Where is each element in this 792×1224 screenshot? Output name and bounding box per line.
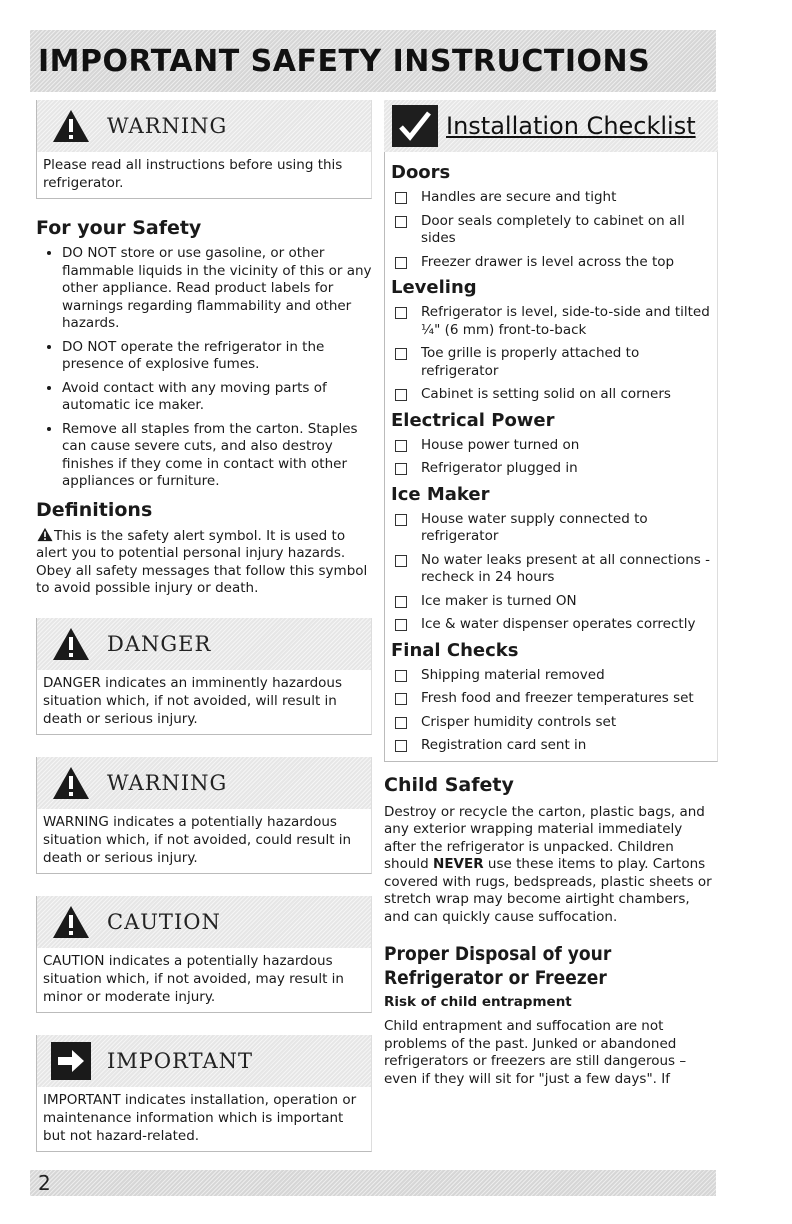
checkbox-icon	[395, 192, 407, 204]
checkbox-icon	[395, 740, 407, 752]
warning-read-header	[37, 100, 371, 152]
warning-read-box	[36, 100, 372, 199]
list-item: Refrigerator plugged in	[395, 460, 711, 478]
checkbox-icon	[395, 555, 407, 567]
warning-box	[36, 757, 372, 874]
danger-header	[37, 618, 371, 670]
arrow-right-icon	[51, 1042, 91, 1080]
page-number: 2	[38, 1171, 51, 1195]
checklist-header	[384, 100, 718, 152]
list-item: Ice & water dispenser operates correctly	[395, 616, 711, 634]
list-item: • DO NOT operate the refrigerator in the presence of explosive fumes.	[62, 339, 372, 374]
list-item: Toe grille is properly attached to refrigerator	[395, 345, 711, 380]
page-title: IMPORTANT SAFETY INSTRUCTIONS	[38, 43, 651, 79]
definitions-paragraph	[36, 527, 372, 598]
important-text: IMPORTANT indicates installation, operation or maintenance information which is important but not hazard-related.	[37, 1087, 371, 1151]
list-item: House power turned on	[395, 437, 711, 455]
caution-text: CAUTION indicates a potentially hazardous situation which, if not avoided, may result in minor or moderate injury.	[37, 948, 371, 1012]
checkbox-icon	[395, 670, 407, 682]
final-checks-heading: Final Checks	[391, 639, 519, 661]
alert-triangle-icon	[51, 765, 91, 801]
important-label: IMPORTANT	[107, 1048, 253, 1073]
list-item: Door seals completely to cabinet on all sides	[395, 213, 711, 248]
checkbox-icon	[395, 307, 407, 319]
disposal-heading: Proper Disposal of your Refrigerator or Freezer	[384, 943, 612, 989]
checkbox-icon	[395, 514, 407, 526]
checkbox-icon	[395, 389, 407, 401]
definitions-text: This is the safety alert symbol. It is used to alert you to potential personal injury hazards. Obey all safety messages that follow this symbol to avoid possible injury or death.	[36, 527, 368, 596]
checkbox-icon	[395, 463, 407, 475]
page-title-banner	[30, 30, 716, 92]
disposal-subheading: Risk of child entrapment	[384, 994, 572, 1010]
for-safety-heading: For your Safety	[36, 217, 202, 239]
left-column	[36, 100, 372, 1152]
checkbox-icon	[395, 440, 407, 452]
list-item: • Avoid contact with any moving parts of automatic ice maker.	[62, 380, 372, 415]
list-item: Registration card sent in	[395, 737, 711, 755]
important-header	[37, 1035, 371, 1087]
disposal-text: Child entrapment and suffocation are not problems of the past. Junked or abandoned refrigerators or freezers are still dangerous – even if they will sit for "just a few days". If	[384, 1018, 687, 1087]
list-item: Crisper humidity controls set	[395, 714, 711, 732]
checkbox-icon	[395, 216, 407, 228]
checkbox-icon	[395, 619, 407, 631]
checklist-title: Installation Checklist	[446, 112, 696, 140]
definitions-heading: Definitions	[36, 498, 153, 521]
caution-label: CAUTION	[107, 909, 221, 934]
checkmark-icon	[392, 105, 438, 147]
checkbox-icon	[395, 693, 407, 705]
list-item: Shipping material removed	[395, 667, 711, 685]
list-item: Fresh food and freezer temperatures set	[395, 690, 711, 708]
checklist-body	[384, 152, 718, 762]
list-item: No water leaks present at all connections - recheck in 24 hours	[395, 552, 711, 587]
list-item: Refrigerator is level, side-to-side and tilted ¼" (6 mm) front-to-back	[395, 304, 711, 339]
alert-triangle-icon	[51, 904, 91, 940]
alert-triangle-icon	[51, 626, 91, 662]
checkbox-icon	[395, 257, 407, 269]
checkbox-icon	[395, 596, 407, 608]
caution-header	[37, 896, 371, 948]
safety-list	[36, 245, 372, 491]
warning-label: WARNING	[107, 770, 228, 795]
list-item: Freezer drawer is level across the top	[395, 254, 711, 272]
danger-box	[36, 618, 372, 735]
list-item: • DO NOT store or use gasoline, or other flammable liquids in the vicinity of this or any other appliance. Read product labels for warnings regarding flammability and other hazards.	[62, 245, 372, 333]
list-item: House water supply connected to refrigerator	[395, 511, 711, 546]
danger-text: DANGER indicates an imminently hazardous situation which, if not avoided, will result in death or serious injury.	[37, 670, 371, 734]
warning-read-label: WARNING	[107, 114, 228, 138]
alert-triangle-icon	[51, 108, 91, 144]
child-safety-text: Destroy or recycle the carton, plastic bags, and any exterior wrapping material immediately after the refrigerator is unpacked. Children should NEVER use these items to play. Cartons covered with rugs, bedspreads, plastic sheets or stretch wrap may become airtight chambers, and can quickly cause suffocation.	[384, 803, 712, 925]
page-footer	[30, 1170, 716, 1196]
checkbox-icon	[395, 348, 407, 360]
danger-label: DANGER	[107, 631, 212, 656]
safety-alert-icon	[36, 527, 54, 542]
leveling-heading: Leveling	[391, 277, 477, 298]
electrical-heading: Electrical Power	[391, 409, 555, 431]
list-item: Handles are secure and tight	[395, 189, 711, 207]
ice-maker-heading: Ice Maker	[391, 483, 490, 505]
warning-header	[37, 757, 371, 809]
child-safety-heading: Child Safety	[384, 773, 514, 796]
warning-text: WARNING indicates a potentially hazardous situation which, if not avoided, could result in death or serious injury.	[37, 809, 371, 873]
list-item: Ice maker is turned ON	[395, 593, 711, 611]
warning-read-text: Please read all instructions before using this refrigerator.	[37, 152, 371, 198]
important-box	[36, 1035, 372, 1152]
checkbox-icon	[395, 717, 407, 729]
emphasis-never: NEVER	[433, 856, 484, 872]
right-column	[384, 100, 718, 1088]
list-item: Cabinet is setting solid on all corners	[395, 386, 711, 404]
caution-box	[36, 896, 372, 1013]
doors-heading: Doors	[391, 162, 451, 183]
list-item: • Remove all staples from the carton. Staples can cause severe cuts, and also destroy finishes if they come in contact with other appliances or furniture.	[62, 421, 372, 491]
